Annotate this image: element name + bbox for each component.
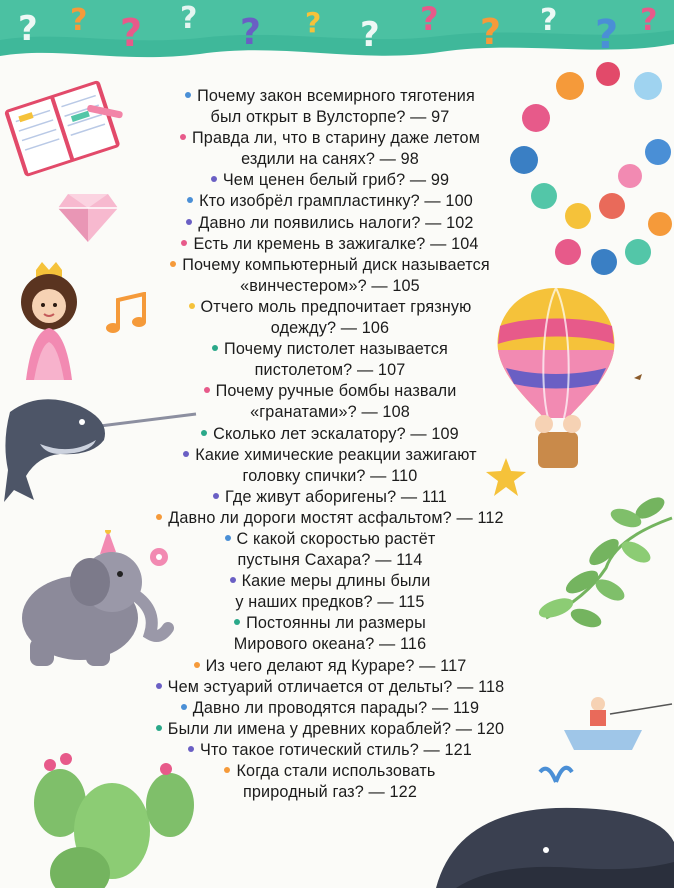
toc-item[interactable] <box>110 255 550 297</box>
toc-item[interactable] <box>110 424 550 445</box>
bullet-dot <box>188 746 194 752</box>
bullet-dot <box>225 535 231 541</box>
svg-text:?: ? <box>18 9 38 49</box>
toc-item[interactable] <box>110 719 550 740</box>
toc-item-line: «винчестером»? — 105 <box>240 276 420 295</box>
toc-item[interactable] <box>110 571 550 613</box>
toc-item[interactable] <box>110 86 550 128</box>
toc-item[interactable] <box>110 381 550 423</box>
svg-text:?: ? <box>640 3 658 38</box>
bullet-dot <box>212 345 218 351</box>
toc-item[interactable] <box>110 297 550 339</box>
svg-text:?: ? <box>360 15 380 55</box>
bullet-dot <box>185 92 191 98</box>
toc-item[interactable] <box>110 740 550 761</box>
toc-item-line: Из чего делают яд Кураре? — 117 <box>205 656 467 675</box>
toc-item-line: головку спички? — 110 <box>242 466 418 485</box>
toc-item[interactable] <box>110 677 550 698</box>
toc-item-line: у наших предков? — 115 <box>235 593 425 612</box>
bullet-dot <box>201 430 207 436</box>
toc-list <box>110 86 550 803</box>
toc-item-line: Где живут аборигены? — 111 <box>225 487 447 506</box>
toc-item[interactable] <box>110 529 550 571</box>
toc-item[interactable] <box>110 445 550 487</box>
bullet-dot <box>230 577 236 583</box>
svg-text:?: ? <box>70 3 88 38</box>
toc-item-line: ездили на санях? — 98 <box>241 150 419 169</box>
toc-item-line: Правда ли, что в старину даже летом <box>192 129 480 148</box>
toc-item[interactable] <box>110 191 550 212</box>
toc-item[interactable] <box>110 656 550 677</box>
toc-item-line: Сколько лет эскалатору? — 109 <box>213 424 459 443</box>
toc-item[interactable] <box>110 339 550 381</box>
svg-text:?: ? <box>540 3 558 38</box>
bullet-dot <box>186 219 192 225</box>
toc-item-line: Почему закон всемирного тяготения <box>197 87 475 105</box>
toc-item-line: Давно ли дороги мостят асфальтом? — 112 <box>168 508 504 527</box>
toc-item[interactable] <box>110 761 550 803</box>
toc-item-line: Кто изобрёл грампластинку? — 100 <box>199 192 473 211</box>
toc-item-line: Какие меры длины были <box>241 572 431 591</box>
toc-item-line: Что такое готический стиль? — 121 <box>200 740 472 759</box>
toc-item-line: Постоянны ли размеры <box>246 614 426 633</box>
toc-item[interactable] <box>110 508 550 529</box>
bullet-dot <box>181 704 187 710</box>
svg-text:?: ? <box>120 11 143 55</box>
svg-text:?: ? <box>595 12 619 58</box>
bullet-dot <box>224 767 230 773</box>
toc-item-line: пустыня Сахара? — 114 <box>237 551 423 570</box>
toc-item[interactable] <box>110 128 550 170</box>
bullet-dot <box>170 261 176 267</box>
toc-item-line: Когда стали использовать <box>236 762 436 780</box>
toc-item-line: пистолетом? — 107 <box>254 361 406 380</box>
bullet-dot <box>194 662 200 668</box>
toc-item-line: Мирового океана? — 116 <box>233 635 427 654</box>
bullet-dot <box>211 176 217 182</box>
toc-item-line: природный газ? — 122 <box>242 783 417 802</box>
toc-item-line: Чем эстуарий отличается от дельты? — 118 <box>167 677 505 696</box>
boat-icon <box>560 690 674 754</box>
bullet-dot <box>181 240 187 246</box>
toc-item-line: Давно ли появились налоги? — 102 <box>198 213 474 232</box>
svg-text:?: ? <box>240 12 261 53</box>
toc-item-line: Почему ручные бомбы назвали <box>215 382 457 401</box>
bullet-dot <box>156 514 162 520</box>
toc-item-line: «гранатами»? — 108 <box>250 403 410 422</box>
bullet-dot <box>213 493 219 499</box>
bullet-dot <box>189 303 195 309</box>
toc-item[interactable] <box>110 487 550 508</box>
svg-text:?: ? <box>180 1 198 36</box>
toc-item-line: С какой скоростью растёт <box>236 529 436 548</box>
toc-item-line: Есть ли кремень в зажигалке? — 104 <box>193 234 479 253</box>
toc-item[interactable] <box>110 613 550 655</box>
toc-item-line: одежду? — 106 <box>270 319 390 338</box>
toc-item-line: Отчего моль предпочитает грязную <box>200 297 472 316</box>
toc-item-line: Чем ценен белый гриб? — 99 <box>222 171 450 190</box>
toc-item[interactable] <box>110 698 550 719</box>
bullet-dot <box>156 725 162 731</box>
toc-item-line: Были ли имена у древних кораблей? — 120 <box>167 719 505 738</box>
bullet-dot <box>156 683 162 689</box>
bullet-dot <box>180 134 186 140</box>
toc-item-line: Почему пистолет называется <box>224 340 448 359</box>
bullet-dot <box>204 387 210 393</box>
toc-item-line: Давно ли проводятся парады? — 119 <box>192 698 480 717</box>
toc-item[interactable] <box>110 170 550 191</box>
svg-text:?: ? <box>420 0 439 38</box>
bullet-dot <box>234 619 240 625</box>
toc-item[interactable] <box>110 234 550 255</box>
toc-item-line: Почему компьютерный диск называется <box>182 255 490 274</box>
toc-item-line: Какие химические реакции зажигают <box>195 445 477 464</box>
toc-item-line: был открыт в Вулсторпе? — 97 <box>210 108 450 127</box>
toc-item[interactable] <box>110 213 550 234</box>
bullet-dot <box>187 197 193 203</box>
bullet-dot <box>183 451 189 457</box>
svg-text:?: ? <box>480 12 501 53</box>
svg-text:?: ? <box>305 6 322 39</box>
princess-icon <box>14 262 84 382</box>
